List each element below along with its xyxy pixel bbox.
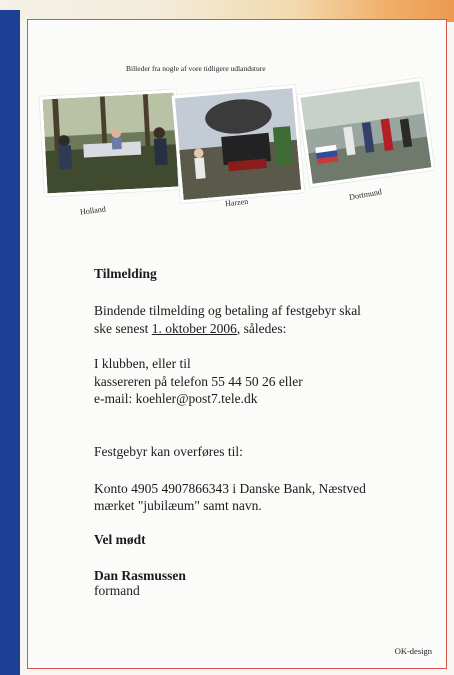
deadline-suffix: , således: (236, 321, 287, 336)
photo-harzen (172, 85, 305, 203)
photo-label-harzen: Harzen (224, 196, 249, 209)
photo-label-dortmund: Dortmund (348, 187, 383, 202)
registration-line-2 (94, 321, 286, 337)
photo-holland (39, 89, 181, 196)
greeting: Vel mødt (94, 532, 146, 547)
treasurer-phone-line: kassereren på telefon 55 44 50 26 eller (94, 374, 303, 389)
photo-caption: Billeder fra nogle af vore tidligere udlandsture (126, 64, 266, 73)
transfer-heading: Festgebyr kan overføres til: (94, 444, 243, 459)
heading-tilmelding: Tilmelding (94, 266, 157, 281)
photo-dortmund (297, 78, 435, 188)
left-blue-bar (0, 10, 20, 675)
footer-credit: OK-design (394, 646, 432, 656)
email-line: e-mail: koehler@post7.tele.dk (94, 391, 258, 406)
registration-line-1: Bindende tilmelding og betaling af festgebyr skal (94, 303, 361, 318)
marking-line: mærket "jubilæum" samt navn. (94, 498, 262, 513)
deadline-date: 1. oktober 2006 (151, 321, 237, 336)
signer-title: formand (94, 583, 140, 598)
signer-name: Dan Rasmussen (94, 568, 186, 583)
photo-label-holland: Holland (79, 204, 107, 217)
club-line: I klubben, eller til (94, 356, 191, 371)
account-line: Konto 4905 4907866343 i Danske Bank, Næstved (94, 481, 366, 496)
deadline-prefix: ske senest (94, 321, 152, 336)
